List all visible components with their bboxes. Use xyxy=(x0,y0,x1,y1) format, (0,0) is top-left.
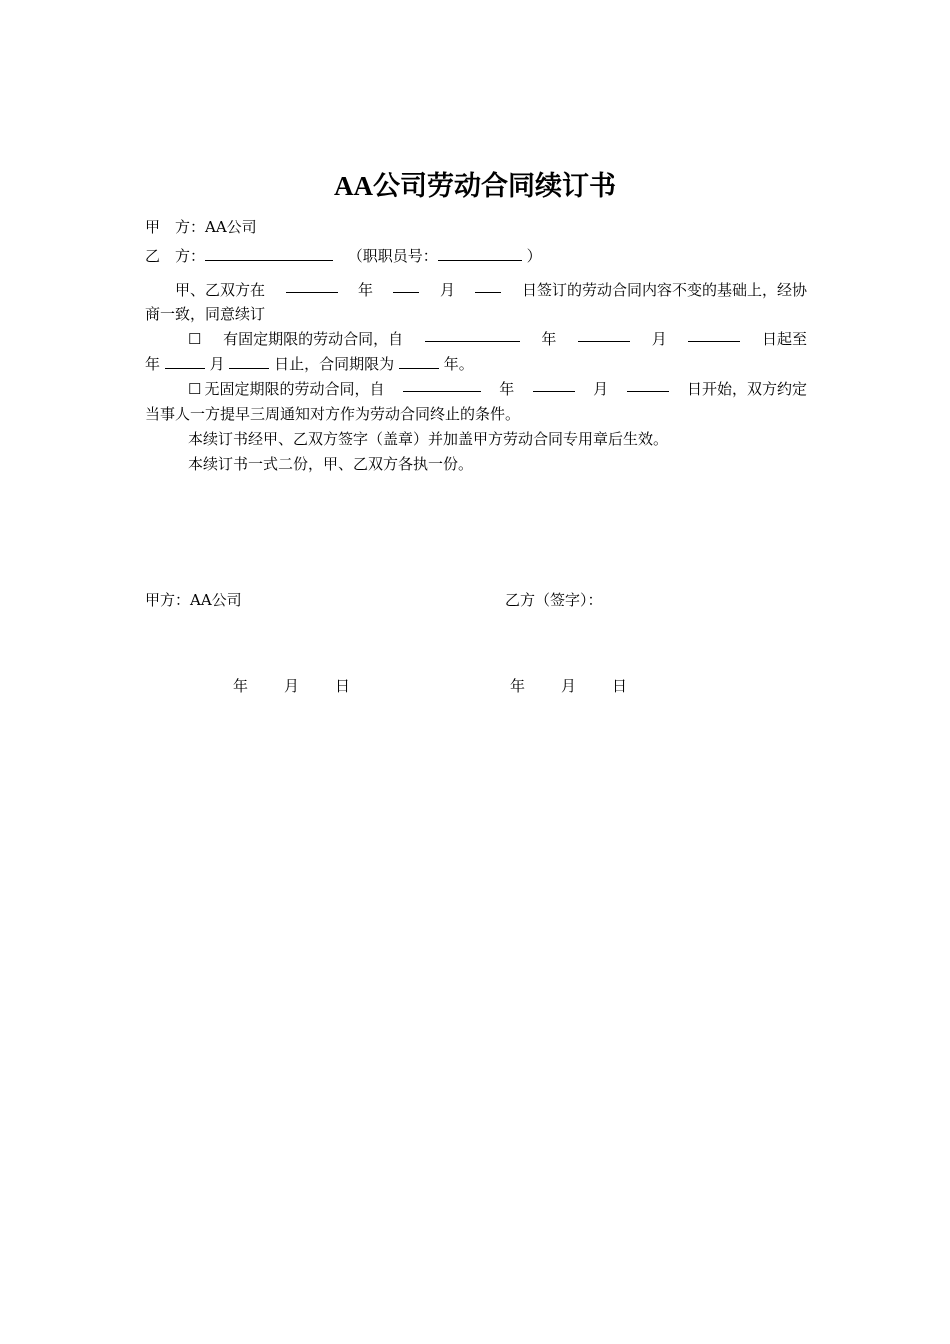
party-b-label: 乙 方： xyxy=(145,247,206,265)
effect-clause: 本续订书经甲、乙双方签字（盖章）并加盖甲方劳动合同专用章后生效。 xyxy=(188,430,669,448)
para1-text1: 甲、乙双方在 xyxy=(175,281,266,299)
fixed-end-day-blank[interactable] xyxy=(229,354,269,369)
fixed-term-blank[interactable] xyxy=(399,354,439,369)
para1-line2: 商一致，同意续订 xyxy=(145,305,266,323)
party-a-name: AA公司 xyxy=(205,218,257,236)
party-a-signature-label: 甲方：AA公司 xyxy=(145,591,242,609)
party-a-date-month: 月 xyxy=(284,677,300,695)
open-start-year-blank[interactable] xyxy=(403,377,481,392)
open-text2: 日开始，双方约定 xyxy=(686,380,807,398)
open-start-year: 年 xyxy=(499,380,515,398)
option-fixed-line2 xyxy=(145,352,807,377)
fixed-start-year-blank[interactable] xyxy=(425,327,520,342)
party-b-line xyxy=(145,244,807,269)
para1-text2: 日签订的劳动合同内容不变的基础上，经协 xyxy=(521,281,807,299)
para1-year-blank[interactable] xyxy=(286,278,338,293)
option-fixed-checkbox[interactable]: ☐ xyxy=(188,330,202,348)
copies-clause: 本续订书一式二份，甲、乙双方各执一份。 xyxy=(188,455,474,473)
party-b-date xyxy=(510,674,627,699)
para1-line1 xyxy=(175,278,807,303)
fixed-start-day-blank[interactable] xyxy=(688,327,740,342)
document-title: AA公司劳动合同续订书 xyxy=(334,171,616,201)
fixed-text2: 日起至 xyxy=(761,330,807,348)
staff-no-label: （职职员号： xyxy=(347,247,438,265)
party-b-date-day: 日 xyxy=(612,677,628,695)
fixed-start-year: 年 xyxy=(541,330,557,348)
party-a-date xyxy=(233,674,350,699)
fixed-end-month: 月 xyxy=(209,355,225,373)
party-a-date-day: 日 xyxy=(335,677,351,695)
para1-month-blank[interactable] xyxy=(393,278,419,293)
option-fixed-line1 xyxy=(188,327,807,352)
open-start-month-blank[interactable] xyxy=(533,377,575,392)
party-b-date-year: 年 xyxy=(510,677,526,695)
option-open-line1 xyxy=(188,377,807,402)
fixed-end-year: 年 xyxy=(145,355,161,373)
open-start-month: 月 xyxy=(593,380,609,398)
party-a-date-year: 年 xyxy=(233,677,249,695)
open-start-day-blank[interactable] xyxy=(627,377,669,392)
fixed-start-month-blank[interactable] xyxy=(578,327,630,342)
fixed-text3: 日止，合同期限为 xyxy=(274,355,395,373)
party-a-line xyxy=(145,215,807,240)
para1-day-blank[interactable] xyxy=(475,278,501,293)
fixed-end-year-blank[interactable] xyxy=(165,354,205,369)
party-a-label: 甲 方： xyxy=(145,218,206,236)
staff-no-blank[interactable] xyxy=(438,246,522,261)
para1-month: 月 xyxy=(439,281,455,299)
option-open-text1: 无固定期限的劳动合同，自 xyxy=(204,380,385,398)
party-b-signature-label: 乙方（签字）： xyxy=(505,591,603,609)
option-open-line2: 当事人一方提早三周通知对方作为劳动合同终止的条件。 xyxy=(145,405,521,423)
option-open-checkbox[interactable]: ☐ xyxy=(188,380,202,398)
party-b-name-blank[interactable] xyxy=(205,246,333,261)
staff-no-close: ） xyxy=(526,247,542,265)
party-b-date-month: 月 xyxy=(561,677,577,695)
option-fixed-text1: 有固定期限的劳动合同，自 xyxy=(223,330,404,348)
fixed-start-month: 月 xyxy=(651,330,667,348)
para1-year: 年 xyxy=(357,281,373,299)
fixed-term-year: 年。 xyxy=(443,355,474,373)
